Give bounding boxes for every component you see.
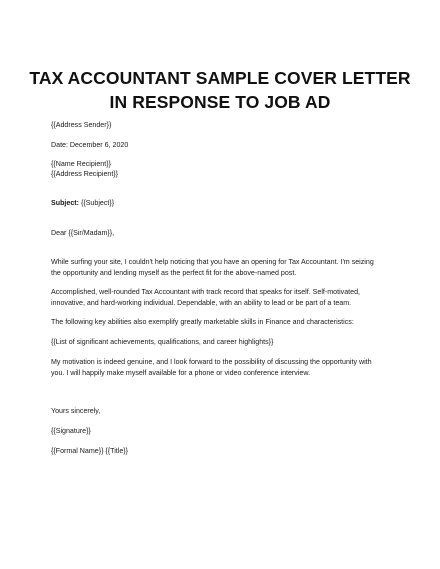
subject-label: Subject: (51, 199, 79, 207)
paragraph-5-line-1: My motivation is indeed genuine, and I look forward to the possibility of discussing the opportunity with (51, 358, 372, 366)
signature-placeholder: {{Signature}} (51, 427, 91, 435)
salutation: Dear {{Sir/Madam}}, (51, 229, 115, 237)
subject-value: {{Subject}} (78, 199, 115, 207)
letter-date: Date: December 6, 2020 (51, 141, 129, 149)
paragraph-3: The following key abilities also exemplify greatly marketable skills in Finance and characteristics: (51, 318, 354, 326)
paragraph-2-line-2: innovative, and hard-working individual. Dependable, with an ability to lead or be part of a team. (51, 298, 352, 307)
paragraph-1-line-1: While surfing your site, I couldn't help noticing that you have an opening for Tax Accountant. I'm seizing (51, 258, 374, 266)
paragraph-1 (51, 257, 395, 278)
address-sender: {{Address Sender}} (51, 121, 112, 129)
paragraph-5-line-2: you. I will happily make myself available for a phone or video conference interview. (51, 368, 311, 377)
title-line-1: TAX ACCOUNTANT SAMPLE COVER LETTER (29, 68, 411, 88)
formal-name-title: {{Formal Name}} {{Title}} (51, 447, 129, 455)
closing: Yours sincerely, (51, 407, 101, 415)
paragraph-5 (51, 357, 395, 378)
title-line-2: IN RESPONSE TO JOB AD (109, 92, 331, 112)
paragraph-2 (51, 287, 395, 308)
subject-line (51, 198, 395, 209)
paragraph-4: {{List of significant achievements, qualifications, and career highlights}} (51, 338, 274, 346)
address-recipient: {{Address Recipient}} (51, 170, 119, 178)
paragraph-1-line-2: the opportunity and lending myself as the perfect fit for the above-named post. (51, 268, 297, 277)
paragraph-2-line-1: Accomplished, well-rounded Tax Accountant with track record that speaks for itself. Self-motivated, (51, 288, 360, 296)
name-recipient: {{Name Recipient}} (51, 160, 111, 168)
